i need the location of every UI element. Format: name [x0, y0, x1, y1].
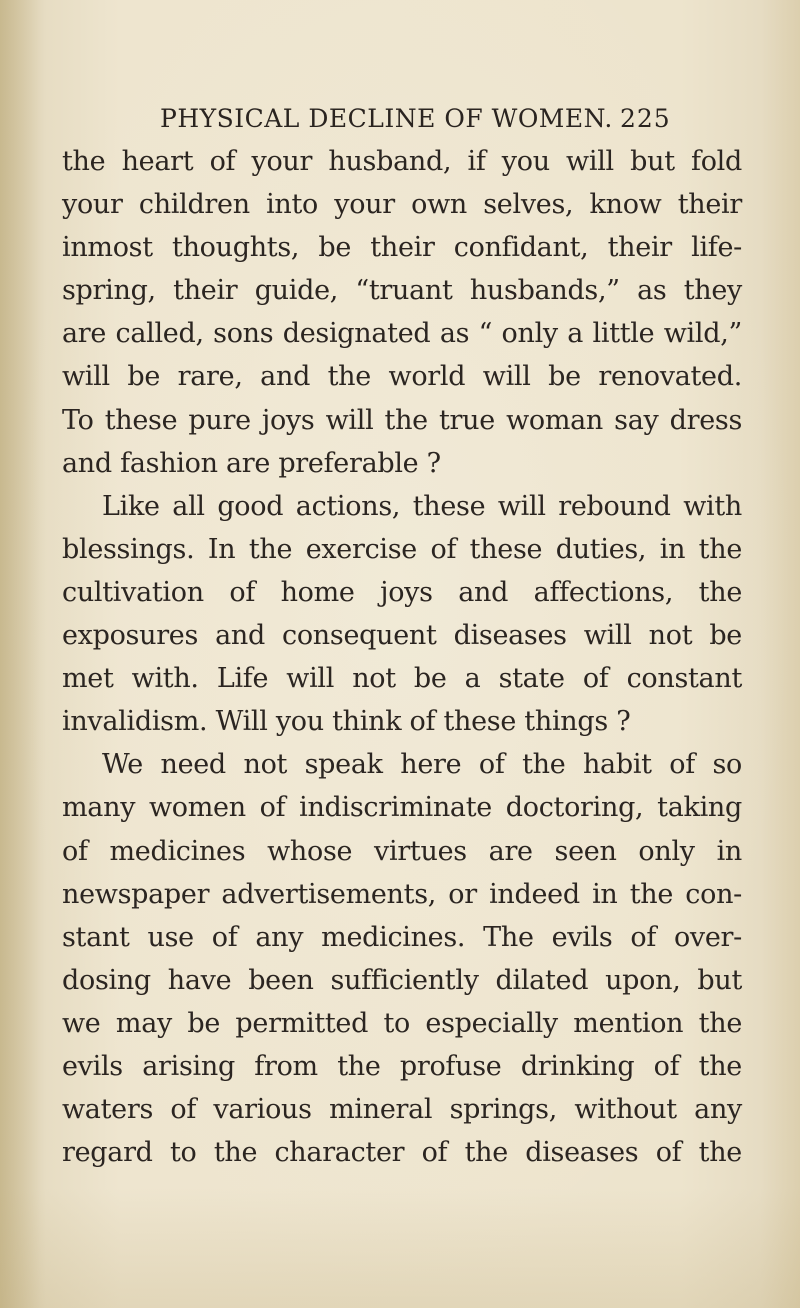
- text-line: are called, sons designated as “ only a little wild,”: [62, 318, 742, 350]
- text-line: To these pure joys will the true woman say dress: [62, 404, 742, 436]
- text-line: your children into your own selves, know their: [62, 189, 742, 221]
- text-line: inmost thoughts, be their confidant, their life-: [62, 232, 742, 264]
- text-line: dosing have been sufficiently dilated upon, but: [62, 964, 742, 996]
- text-line: newspaper advertisements, or indeed in the con-: [62, 878, 742, 910]
- text-line: the heart of your husband, if you will but fold: [62, 146, 742, 177]
- text-line: and fashion are preferable ?: [62, 447, 441, 479]
- text-line: stant use of any medicines. The evils of over-: [62, 921, 742, 953]
- text-line: Like all good actions, these will rebound with: [102, 490, 742, 522]
- text-line: will be rare, and the world will be renovated.: [62, 361, 742, 393]
- running-title: PHYSICAL DECLINE OF WOMEN.: [160, 104, 613, 133]
- text-line: regard to the character of the diseases of the: [62, 1137, 742, 1169]
- page-bottom-stain: [0, 1188, 800, 1308]
- page-number: 225: [620, 104, 671, 133]
- page-edge-stain: [0, 0, 46, 1308]
- running-header: [0, 104, 800, 144]
- text-line: many women of indiscriminate doctoring, taking: [62, 792, 742, 824]
- text-line: waters of various mineral springs, without any: [62, 1094, 742, 1126]
- text-line: evils arising from the profuse drinking of the: [62, 1050, 742, 1082]
- text-line: cultivation of home joys and affections, the: [62, 576, 742, 608]
- text-line: of medicines whose virtues are seen only in: [62, 835, 742, 867]
- text-line: exposures and consequent diseases will not be: [62, 620, 742, 652]
- body-text: [62, 140, 742, 1174]
- text-line: spring, their guide, “truant husbands,” as they: [62, 275, 742, 307]
- text-line: we may be permitted to especially mention the: [62, 1007, 742, 1039]
- text-line: blessings. In the exercise of these duties, in the: [62, 533, 742, 565]
- text-line: met with. Life will not be a state of constant: [62, 663, 742, 695]
- text-line: invalidism. Will you think of these things ?: [62, 706, 631, 738]
- text-line: We need not speak here of the habit of so: [102, 749, 742, 781]
